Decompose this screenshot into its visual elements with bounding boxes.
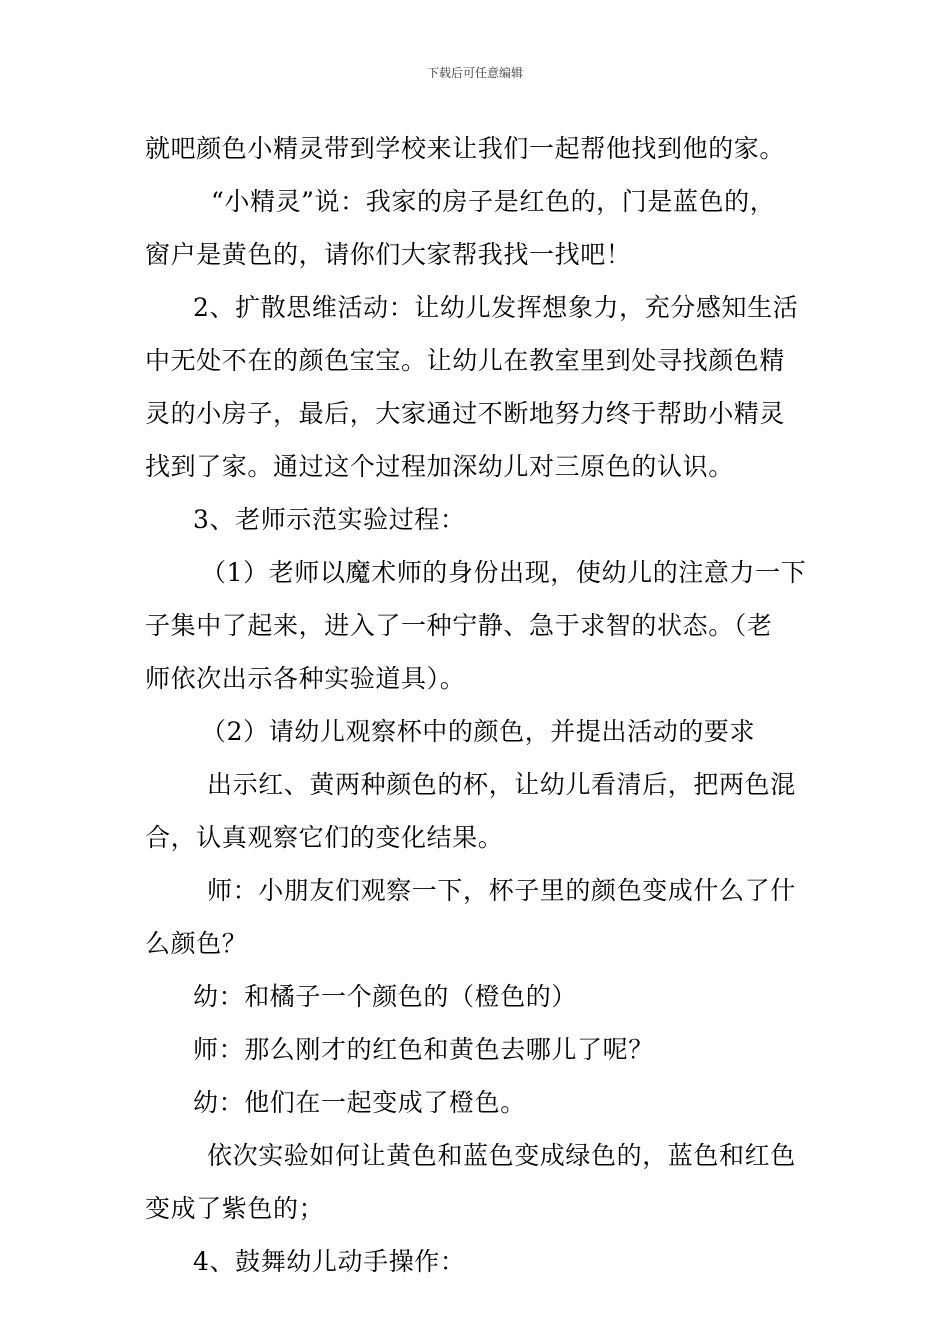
text-line: 2、扩散思维活动：让幼儿发挥想象力，充分感知生活 <box>193 293 799 322</box>
text-line: 子集中了起来，进入了一种宁静、急于求智的状态。（老 <box>145 611 773 640</box>
text-line: 就吧颜色小精灵带到学校来让我们一起帮他找到他的家。 <box>145 134 786 163</box>
text-line: 幼：他们在一起变成了橙色。 <box>193 1088 526 1117</box>
text-line: 幼：和橘子一个颜色的（橙色的） <box>193 982 578 1011</box>
text-line: 3、老师示范实验过程： <box>193 505 466 534</box>
text-line: （2）请幼儿观察杯中的颜色，并提出活动的要求 <box>201 717 756 746</box>
text-line: （1）老师以魔术师的身份出现，使幼儿的注意力一下 <box>201 558 807 587</box>
text-line: 依次实验如何让黄色和蓝色变成绿色的，蓝色和红色 <box>207 1141 796 1170</box>
text-line: 么颜色？ <box>145 929 248 958</box>
text-line: “小精灵”说：我家的房子是红色的，门是蓝色的， <box>211 187 776 216</box>
text-line: 中无处不在的颜色宝宝。让幼儿在教室里到处寻找颜色精 <box>145 346 786 375</box>
document-body <box>145 122 810 1288</box>
text-line: 窗户是黄色的，请你们大家帮我找一找吧！ <box>145 240 632 269</box>
text-line: 合，认真观察它们的变化结果。 <box>145 823 504 852</box>
text-line: 师：小朋友们观察一下，杯子里的颜色变成什么了什 <box>207 876 796 905</box>
text-line: 变成了紫色的； <box>145 1194 325 1223</box>
page-header: 下载后可任意编辑 <box>426 66 523 80</box>
text-line: 灵的小房子，最后，大家通过不断地努力终于帮助小精灵 <box>145 399 786 428</box>
text-line: 出示红、黄两种颜色的杯，让幼儿看清后，把两色混 <box>207 770 796 799</box>
text-line: 师依次出示各种实验道具）。 <box>145 664 466 693</box>
text-line: 4、鼓舞幼儿动手操作： <box>193 1247 466 1276</box>
text-line: 找到了家。通过这个过程加深幼儿对三原色的认识。 <box>145 452 734 481</box>
text-line: 师：那么刚才的红色和黄色去哪儿了呢？ <box>193 1035 654 1064</box>
